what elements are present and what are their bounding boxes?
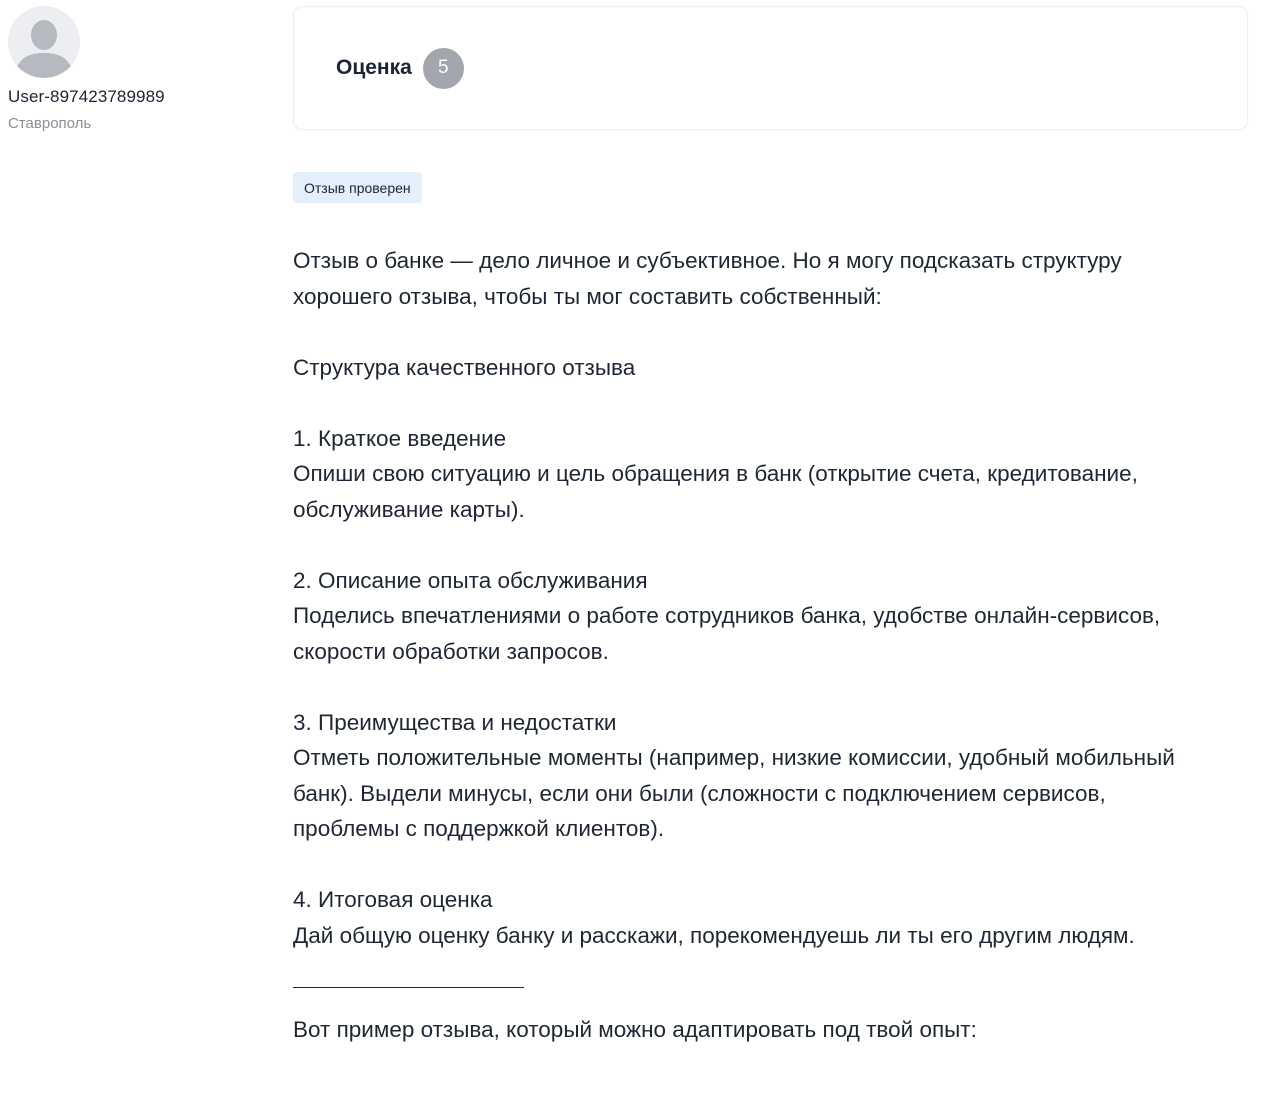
section-line: Опиши свою ситуацию и цель обращения в банк (открытие счета, кредитование,: [293, 461, 1138, 486]
review-text: [293, 243, 1253, 1048]
rating-card: [293, 6, 1248, 130]
structure-title: Структура качественного отзыва: [293, 354, 636, 380]
section-line: Поделись впечатлениями о работе сотрудников банка, удобстве онлайн-сервисов,: [293, 603, 1161, 628]
user-city: Ставрополь: [8, 115, 92, 132]
section-line: Дай общую оценку банку и расскажи, порекомендуешь ли ты его другим людям.: [293, 922, 1135, 948]
section-heading: 3. Преимущества и недостатки: [293, 709, 617, 735]
intro-line: хорошего отзыва, чтобы ты мог составить собственный:: [293, 283, 882, 309]
section-line: проблемы с поддержкой клиентов).: [293, 816, 665, 841]
intro-line: Отзыв о банке — дело личное и субъективное. Но я могу подсказать структуру: [293, 248, 1122, 273]
rating-label: Оценка: [336, 56, 412, 79]
section-heading: 1. Краткое введение: [293, 425, 507, 451]
section-line: банк). Выдели минусы, если они были (сложности с подключением сервисов,: [293, 780, 1106, 806]
user-name[interactable]: User-897423789989: [8, 87, 165, 106]
rating-value-badge: 5: [423, 48, 464, 89]
user-info: [8, 6, 258, 132]
section-heading: 2. Описание опыта обслуживания: [293, 567, 648, 593]
section-line: Отметь положительные моменты (например, низкие комиссии, удобный мобильный: [293, 745, 1175, 770]
user-silhouette-icon: [8, 6, 80, 78]
section-heading: 4. Итоговая оценка: [293, 887, 493, 912]
section-line: обслуживание карты).: [293, 496, 525, 522]
example-intro: Вот пример отзыва, который можно адаптировать под твой опыт:: [293, 1017, 977, 1042]
avatar[interactable]: [8, 6, 80, 78]
section-line: скорости обработки запросов.: [293, 638, 609, 664]
status-badge: Отзыв проверен: [293, 172, 422, 203]
